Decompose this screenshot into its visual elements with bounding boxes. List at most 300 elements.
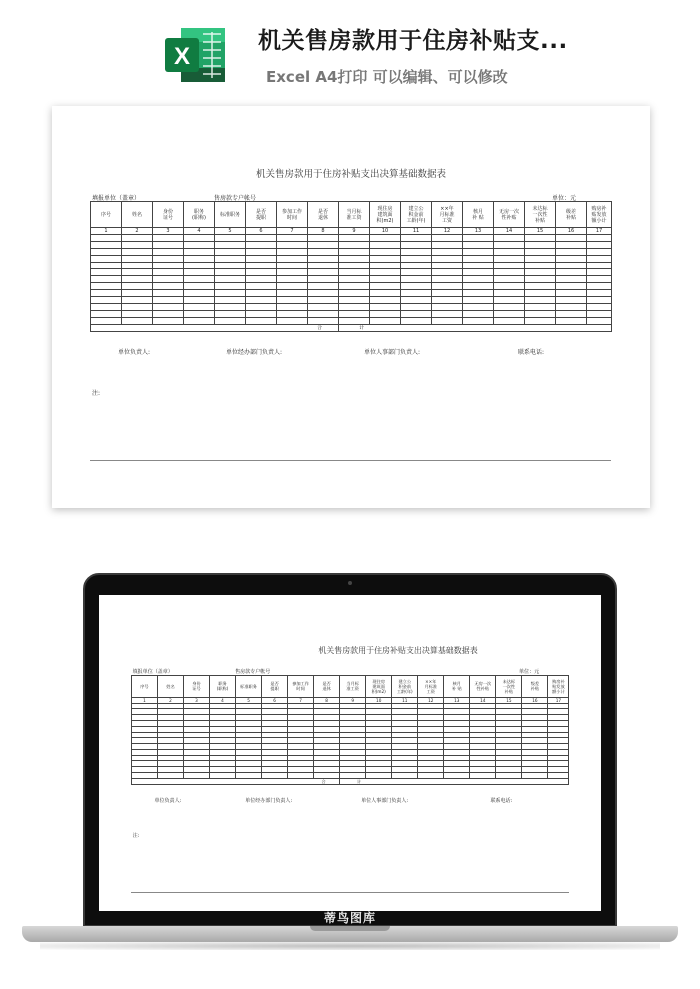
column-header-6: 是否 提职 bbox=[262, 675, 288, 697]
total-label-he: 合 bbox=[316, 324, 322, 331]
table-cell bbox=[370, 269, 401, 276]
table-cell bbox=[215, 269, 246, 276]
table-cell bbox=[122, 283, 153, 290]
table-cell bbox=[432, 276, 463, 283]
table-row bbox=[91, 297, 612, 304]
column-number-16: 16 bbox=[522, 697, 548, 703]
table-cell bbox=[525, 303, 556, 310]
table-cell bbox=[308, 241, 339, 248]
column-number-12: 12 bbox=[432, 228, 463, 235]
bottom-divider bbox=[90, 460, 611, 461]
table-cell bbox=[339, 248, 370, 255]
column-header-7: 参加工作 时间 bbox=[277, 202, 308, 228]
table-cell bbox=[277, 262, 308, 269]
account-label: 售房款专户帐号 bbox=[235, 669, 271, 676]
table-cell bbox=[339, 255, 370, 262]
column-number-9: 9 bbox=[340, 697, 366, 703]
table-cell bbox=[339, 276, 370, 283]
column-header-17: 购房补 贴发放 额小计 bbox=[587, 202, 612, 228]
column-number-17: 17 bbox=[587, 228, 612, 235]
table-cell bbox=[215, 276, 246, 283]
table-cell bbox=[122, 248, 153, 255]
header-row bbox=[91, 202, 612, 228]
table-cell bbox=[246, 262, 277, 269]
column-number-13: 13 bbox=[444, 697, 470, 703]
table-cell bbox=[339, 317, 370, 324]
table-cell bbox=[525, 241, 556, 248]
column-header-4: 职务 (职称) bbox=[184, 202, 215, 228]
table-cell bbox=[432, 269, 463, 276]
laptop-screen-frame bbox=[83, 573, 617, 927]
data-table bbox=[131, 675, 570, 785]
table-cell bbox=[122, 241, 153, 248]
camera-icon bbox=[348, 581, 352, 585]
table-cell bbox=[494, 248, 525, 255]
column-header-10: 现住房 建筑面 积(m2) bbox=[370, 202, 401, 228]
column-header-11: 建立公 积金前 工龄(年) bbox=[392, 675, 418, 697]
table-cell bbox=[401, 317, 432, 324]
table-cell bbox=[525, 276, 556, 283]
table-cell bbox=[91, 303, 122, 310]
table-cell bbox=[370, 297, 401, 304]
table-cell bbox=[246, 255, 277, 262]
table-cell bbox=[587, 262, 612, 269]
table-cell bbox=[215, 303, 246, 310]
table-cell bbox=[122, 303, 153, 310]
table-cell bbox=[494, 276, 525, 283]
table-cell bbox=[308, 297, 339, 304]
table-cell bbox=[525, 255, 556, 262]
table-cell bbox=[587, 310, 612, 317]
table-cell bbox=[339, 283, 370, 290]
column-header-16: 级差 补贴 bbox=[522, 675, 548, 697]
table-cell bbox=[215, 235, 246, 242]
table-cell bbox=[463, 262, 494, 269]
table-cell bbox=[277, 310, 308, 317]
column-header-8: 是否 退休 bbox=[308, 202, 339, 228]
table-cell bbox=[463, 248, 494, 255]
table-row bbox=[91, 235, 612, 242]
table-cell bbox=[184, 303, 215, 310]
table-cell bbox=[556, 310, 587, 317]
table-row bbox=[91, 276, 612, 283]
table-cell bbox=[277, 255, 308, 262]
column-header-14: 无房一次 性补贴 bbox=[470, 675, 496, 697]
note-label: 注: bbox=[132, 832, 140, 839]
table-cell bbox=[556, 248, 587, 255]
table-cell bbox=[308, 317, 339, 324]
table-cell bbox=[246, 310, 277, 317]
table-cell bbox=[556, 255, 587, 262]
column-number-7: 7 bbox=[277, 228, 308, 235]
signature-finance-head: 单位经办部门负责人: bbox=[245, 798, 293, 805]
page-title: 机关售房款用于住房补贴支... bbox=[258, 28, 568, 54]
total-row bbox=[131, 778, 569, 784]
unit-label: 单位：元 bbox=[552, 195, 577, 202]
total-label-ji: 计 bbox=[356, 778, 362, 784]
table-row bbox=[91, 310, 612, 317]
table-cell bbox=[184, 241, 215, 248]
table-cell bbox=[91, 310, 122, 317]
table-cell bbox=[432, 297, 463, 304]
table-cell bbox=[370, 303, 401, 310]
table-cell bbox=[308, 269, 339, 276]
total-label-ji: 计 bbox=[359, 324, 365, 331]
signature-phone: 联系电话: bbox=[490, 798, 513, 805]
account-label: 售房款专户帐号 bbox=[214, 195, 257, 202]
table-cell bbox=[339, 297, 370, 304]
table-cell bbox=[494, 283, 525, 290]
laptop-screen bbox=[99, 595, 601, 911]
table-cell bbox=[432, 310, 463, 317]
table-cell bbox=[556, 283, 587, 290]
table-cell bbox=[153, 248, 184, 255]
table-cell bbox=[587, 317, 612, 324]
table-row bbox=[91, 283, 612, 290]
table-cell bbox=[277, 317, 308, 324]
table-cell bbox=[432, 317, 463, 324]
table-row bbox=[91, 255, 612, 262]
table-cell bbox=[587, 276, 612, 283]
table-cell bbox=[277, 248, 308, 255]
table-cell bbox=[587, 235, 612, 242]
table-cell bbox=[246, 283, 277, 290]
table-cell bbox=[184, 290, 215, 297]
table-cell bbox=[556, 262, 587, 269]
column-header-11: 建立公 积金前 工龄(年) bbox=[401, 202, 432, 228]
table-cell bbox=[432, 248, 463, 255]
table-cell bbox=[494, 303, 525, 310]
table-cell bbox=[91, 290, 122, 297]
table-row bbox=[91, 290, 612, 297]
page-subtitle: Excel A4打印 可以编辑、可以修改 bbox=[266, 68, 508, 86]
table-cell bbox=[556, 269, 587, 276]
table-cell bbox=[184, 262, 215, 269]
table-cell bbox=[463, 310, 494, 317]
column-number-8: 8 bbox=[314, 697, 340, 703]
table-row bbox=[91, 262, 612, 269]
table-cell bbox=[494, 235, 525, 242]
table-cell bbox=[308, 262, 339, 269]
signature-hr-head: 单位人事部门负责人: bbox=[364, 349, 421, 356]
table-cell bbox=[587, 297, 612, 304]
table-cell bbox=[339, 241, 370, 248]
column-header-1: 序号 bbox=[131, 675, 157, 697]
table-row bbox=[91, 269, 612, 276]
table-cell bbox=[215, 297, 246, 304]
table-cell bbox=[308, 290, 339, 297]
table-cell bbox=[370, 310, 401, 317]
table-cell bbox=[587, 255, 612, 262]
table-cell bbox=[432, 262, 463, 269]
excel-icon bbox=[163, 24, 227, 86]
table-cell bbox=[587, 283, 612, 290]
table-cell bbox=[432, 283, 463, 290]
column-number-10: 10 bbox=[370, 228, 401, 235]
column-number-4: 4 bbox=[210, 697, 236, 703]
column-number-2: 2 bbox=[122, 228, 153, 235]
table-cell bbox=[463, 235, 494, 242]
table-cell bbox=[525, 290, 556, 297]
table-cell bbox=[339, 290, 370, 297]
table-cell bbox=[525, 317, 556, 324]
column-number-17: 17 bbox=[548, 697, 569, 703]
unit-label: 单位：元 bbox=[519, 669, 540, 676]
table-cell bbox=[215, 310, 246, 317]
table-cell bbox=[153, 303, 184, 310]
fill-unit-label: 填报单位（盖章） bbox=[132, 669, 173, 676]
table-cell bbox=[277, 235, 308, 242]
table-cell bbox=[91, 248, 122, 255]
table-cell bbox=[277, 276, 308, 283]
table-cell bbox=[556, 241, 587, 248]
number-row bbox=[91, 228, 612, 235]
table-cell bbox=[184, 283, 215, 290]
table-cell bbox=[122, 269, 153, 276]
table-cell bbox=[556, 290, 587, 297]
table-cell bbox=[587, 248, 612, 255]
table-cell bbox=[432, 290, 463, 297]
table-cell bbox=[401, 255, 432, 262]
column-number-5: 5 bbox=[215, 228, 246, 235]
column-header-2: 姓名 bbox=[157, 675, 183, 697]
table-cell bbox=[91, 297, 122, 304]
column-number-14: 14 bbox=[470, 697, 496, 703]
table-cell bbox=[401, 248, 432, 255]
table-cell bbox=[401, 283, 432, 290]
column-number-7: 7 bbox=[288, 697, 314, 703]
column-header-9: 当月标 准工资 bbox=[340, 675, 366, 697]
table-cell bbox=[277, 290, 308, 297]
column-header-3: 身份 证号 bbox=[183, 675, 209, 697]
table-cell bbox=[215, 255, 246, 262]
column-number-15: 15 bbox=[525, 228, 556, 235]
table-row bbox=[91, 303, 612, 310]
table-cell bbox=[215, 317, 246, 324]
total-label-he: 合 bbox=[321, 778, 326, 784]
table-cell bbox=[184, 317, 215, 324]
column-header-7: 参加工作 时间 bbox=[288, 675, 314, 697]
column-header-3: 身份 证号 bbox=[153, 202, 184, 228]
table-cell bbox=[308, 255, 339, 262]
table-cell bbox=[494, 255, 525, 262]
table-cell bbox=[494, 317, 525, 324]
table-cell bbox=[122, 255, 153, 262]
column-header-8: 是否 退休 bbox=[314, 675, 340, 697]
table-cell bbox=[122, 290, 153, 297]
table-cell bbox=[91, 283, 122, 290]
table-cell bbox=[308, 248, 339, 255]
table-cell bbox=[401, 303, 432, 310]
sheet-title: 机关售房款用于住房补贴支出决算基础数据表 bbox=[318, 646, 478, 656]
table-cell bbox=[246, 303, 277, 310]
table-cell bbox=[246, 241, 277, 248]
table-cell bbox=[122, 310, 153, 317]
table-cell bbox=[525, 269, 556, 276]
document-sheet bbox=[52, 106, 650, 508]
table-cell bbox=[122, 317, 153, 324]
table-cell bbox=[308, 310, 339, 317]
table-cell bbox=[246, 276, 277, 283]
table-cell bbox=[91, 241, 122, 248]
table-cell bbox=[587, 269, 612, 276]
brand-label: 蒂鸟图库 bbox=[323, 911, 376, 925]
signature-unit-head: 单位负责人: bbox=[154, 798, 182, 805]
sheet-title: 机关售房款用于住房补贴支出决算基础数据表 bbox=[255, 169, 446, 180]
table-cell bbox=[370, 241, 401, 248]
column-number-16: 16 bbox=[556, 228, 587, 235]
table-cell bbox=[184, 248, 215, 255]
table-cell bbox=[308, 283, 339, 290]
table-cell bbox=[153, 262, 184, 269]
table-cell bbox=[246, 317, 277, 324]
table-cell bbox=[308, 276, 339, 283]
table-cell bbox=[153, 269, 184, 276]
table-cell bbox=[91, 255, 122, 262]
column-header-9: 当月标 准工资 bbox=[339, 202, 370, 228]
table-cell bbox=[91, 276, 122, 283]
table-cell bbox=[401, 235, 432, 242]
table-cell bbox=[246, 248, 277, 255]
table-cell bbox=[339, 269, 370, 276]
table-cell bbox=[401, 241, 432, 248]
table-cell bbox=[215, 283, 246, 290]
data-table bbox=[90, 201, 612, 332]
document-preview-card bbox=[52, 106, 650, 508]
table-cell bbox=[587, 303, 612, 310]
table-cell bbox=[525, 297, 556, 304]
column-number-13: 13 bbox=[463, 228, 494, 235]
table-cell bbox=[153, 255, 184, 262]
total-label-cell bbox=[91, 324, 339, 331]
table-cell bbox=[463, 297, 494, 304]
table-cell bbox=[153, 235, 184, 242]
header-row bbox=[131, 675, 569, 697]
table-cell bbox=[463, 283, 494, 290]
table-cell bbox=[153, 310, 184, 317]
table-cell bbox=[494, 290, 525, 297]
column-header-12: ××年 月标准 工资 bbox=[432, 202, 463, 228]
table-cell bbox=[184, 310, 215, 317]
table-cell bbox=[370, 290, 401, 297]
table-cell bbox=[184, 235, 215, 242]
table-cell bbox=[401, 262, 432, 269]
table-cell bbox=[215, 290, 246, 297]
table-cell bbox=[246, 269, 277, 276]
table-cell bbox=[463, 269, 494, 276]
table-cell bbox=[463, 276, 494, 283]
table-cell bbox=[339, 303, 370, 310]
table-cell bbox=[525, 262, 556, 269]
signature-unit-head: 单位负责人: bbox=[118, 349, 151, 356]
table-cell bbox=[277, 297, 308, 304]
table-cell bbox=[370, 262, 401, 269]
table-cell bbox=[339, 310, 370, 317]
table-cell bbox=[91, 317, 122, 324]
column-header-15: 未达标 一次性 补贴 bbox=[525, 202, 556, 228]
total-label-ji-cell bbox=[339, 324, 612, 331]
table-cell bbox=[463, 303, 494, 310]
table-cell bbox=[525, 248, 556, 255]
table-cell bbox=[432, 241, 463, 248]
table-cell bbox=[525, 310, 556, 317]
column-number-14: 14 bbox=[494, 228, 525, 235]
column-number-5: 5 bbox=[236, 697, 262, 703]
laptop-base bbox=[22, 926, 678, 942]
column-number-11: 11 bbox=[401, 228, 432, 235]
table-cell bbox=[587, 290, 612, 297]
table-cell bbox=[339, 262, 370, 269]
table-cell bbox=[153, 317, 184, 324]
table-cell bbox=[153, 283, 184, 290]
column-number-6: 6 bbox=[246, 228, 277, 235]
table-cell bbox=[494, 262, 525, 269]
bottom-divider bbox=[131, 892, 569, 893]
table-cell bbox=[370, 248, 401, 255]
table-cell bbox=[494, 241, 525, 248]
column-header-10: 现住房 建筑面 积(m2) bbox=[366, 675, 392, 697]
table-cell bbox=[556, 276, 587, 283]
column-header-13: 核月 补 贴 bbox=[444, 675, 470, 697]
column-header-2: 姓名 bbox=[122, 202, 153, 228]
table-cell bbox=[153, 297, 184, 304]
column-header-5: 标准职务 bbox=[215, 202, 246, 228]
table-cell bbox=[122, 297, 153, 304]
table-cell bbox=[122, 262, 153, 269]
column-number-1: 1 bbox=[91, 228, 122, 235]
excel-logo-letter: X bbox=[173, 43, 191, 70]
column-number-2: 2 bbox=[157, 697, 183, 703]
fill-unit-label: 填报单位（盖章） bbox=[92, 195, 141, 202]
signature-finance-head: 单位经办部门负责人: bbox=[226, 349, 283, 356]
table-cell bbox=[215, 262, 246, 269]
signature-phone: 联系电话: bbox=[518, 349, 545, 356]
table-cell bbox=[215, 241, 246, 248]
table-cell bbox=[401, 276, 432, 283]
column-header-16: 级差 补贴 bbox=[556, 202, 587, 228]
table-cell bbox=[246, 235, 277, 242]
table-cell bbox=[587, 241, 612, 248]
column-header-4: 职务 (职称) bbox=[210, 675, 236, 697]
table-cell bbox=[370, 276, 401, 283]
column-number-9: 9 bbox=[339, 228, 370, 235]
table-cell bbox=[463, 241, 494, 248]
table-cell bbox=[401, 297, 432, 304]
table-cell bbox=[494, 297, 525, 304]
column-header-5: 标准职务 bbox=[236, 675, 262, 697]
column-header-17: 购房补 贴发放 额小计 bbox=[548, 675, 569, 697]
table-cell bbox=[556, 297, 587, 304]
table-cell bbox=[153, 290, 184, 297]
total-label-ji-cell bbox=[340, 778, 569, 784]
table-cell bbox=[215, 248, 246, 255]
laptop-notch bbox=[310, 926, 390, 931]
table-cell bbox=[370, 255, 401, 262]
table-cell bbox=[556, 317, 587, 324]
table-cell bbox=[308, 303, 339, 310]
table-cell bbox=[370, 283, 401, 290]
table-cell bbox=[184, 269, 215, 276]
table-cell bbox=[277, 269, 308, 276]
table-cell bbox=[184, 297, 215, 304]
table-cell bbox=[463, 317, 494, 324]
column-header-1: 序号 bbox=[91, 202, 122, 228]
table-cell bbox=[153, 241, 184, 248]
header bbox=[0, 0, 700, 100]
table-cell bbox=[91, 269, 122, 276]
table-cell bbox=[277, 241, 308, 248]
total-row bbox=[91, 324, 612, 331]
